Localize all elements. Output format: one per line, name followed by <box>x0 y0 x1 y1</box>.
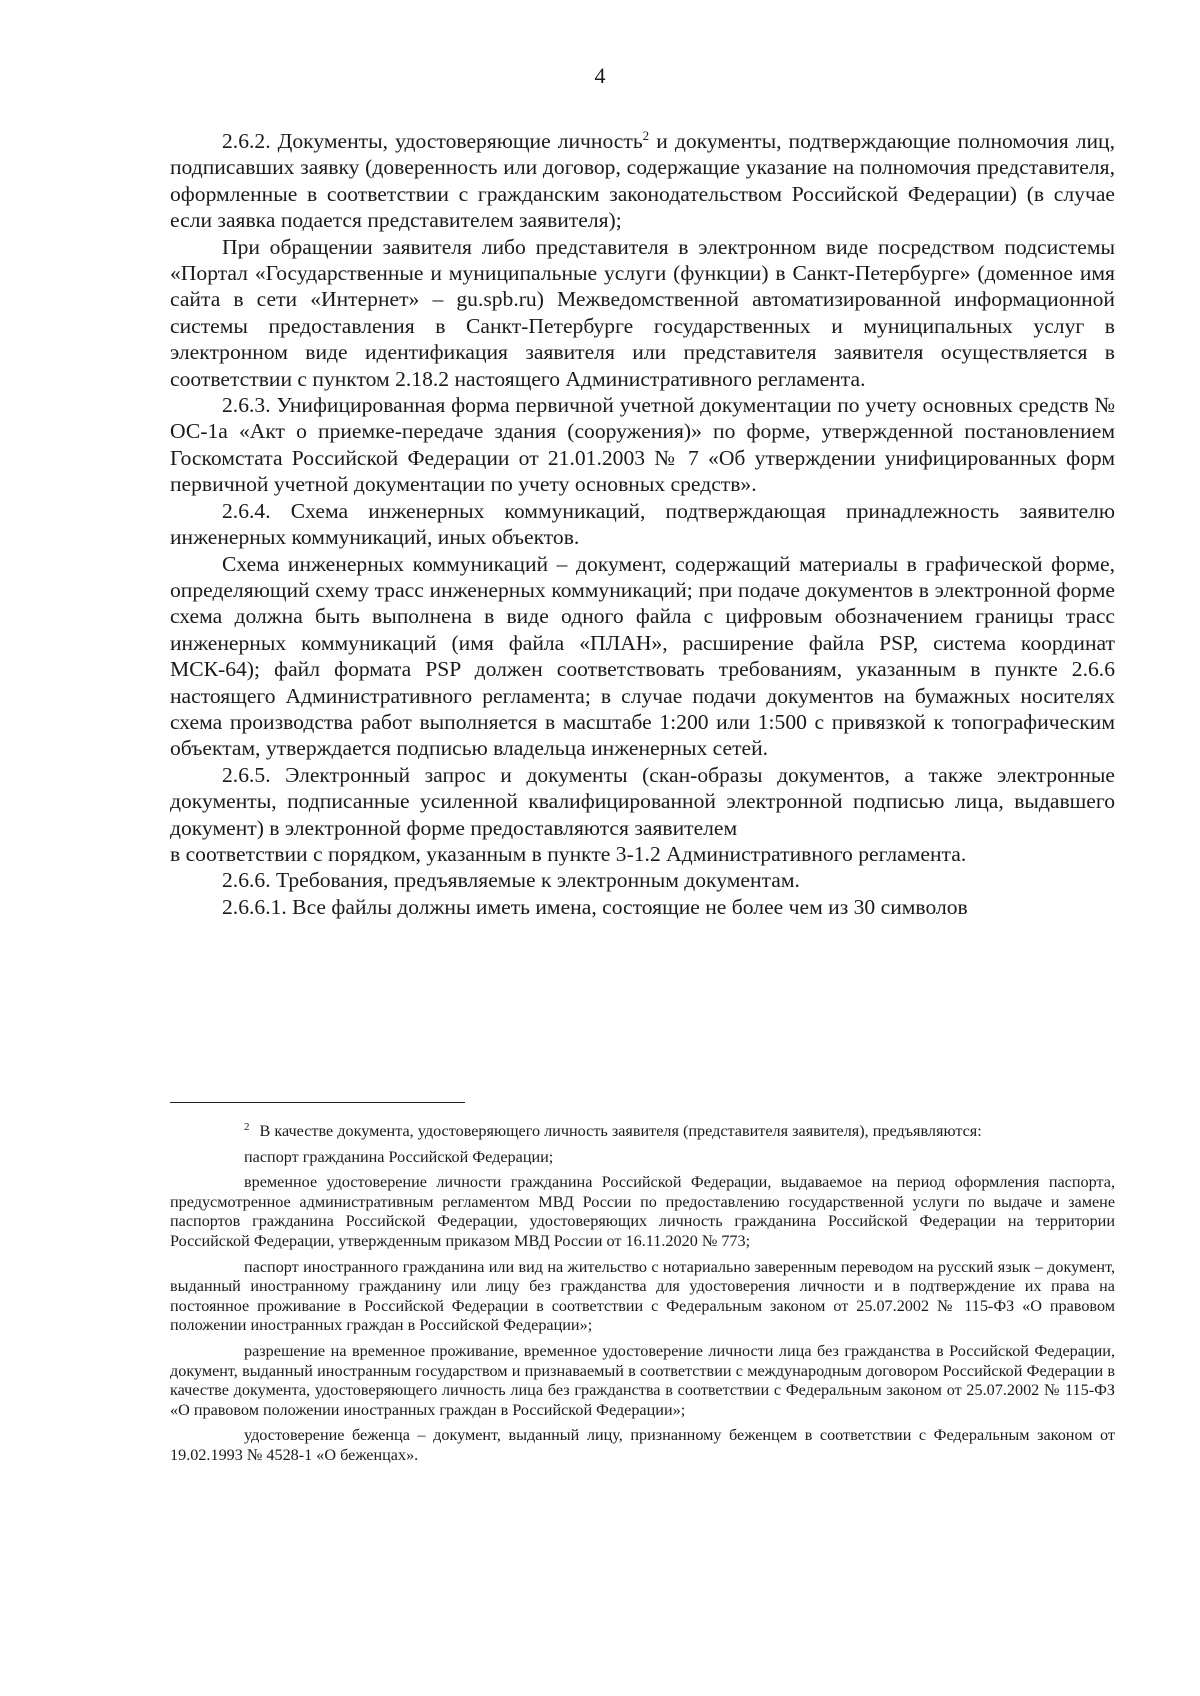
footnotes <box>170 1122 1115 1472</box>
main-text <box>170 128 1115 920</box>
footnote-item-foreign-passport: паспорт иностранного гражданина или вид на жительство с нотариально заверенным переводом на русский язык – документ, выданный иностранному гражданину или лицу без гражданства для удостоверения личности и в подтверждение их права на постоянное проживание в Российской Федерации в соответствии с Федеральным законом от 25.07.2002 № 115-ФЗ «О правовом положении иностранных граждан в Российской Федерации»; <box>170 1257 1115 1335</box>
page-number: 4 <box>594 63 606 88</box>
paragraph-2-6-5: 2.6.5. Электронный запрос и документы (скан-образы документов, а также электронные документы, подписанные усиленной квалифицированной электронной подписью лица, выдавшего документ) в электронной форме предоставляются заявителем <box>170 762 1115 840</box>
paragraph-2-6-4: 2.6.4. Схема инженерных коммуникаций, подтверждающая принадлежность заявителю инженерных коммуникаций, иных объектов. <box>170 498 1115 550</box>
footnote-item-residence-permit: разрешение на временное проживание, временное удостоверение личности лица без гражданства в Российской Федерации, документ, выданный иностранным государством и признаваемый в соответствии с международным договором Российской Федерации в качестве документа, удостоверяющего личность лица без гражданства в соответствии с Федеральным законом от 25.07.2002 № 115-ФЗ «О правовом положении иностранных граждан в Российской Федерации»; <box>170 1341 1115 1419</box>
footnote-item-temporary-id: временное удостоверение личности гражданина Российской Федерации, выдаваемое на период оформления паспорта, предусмотренное административным регламентом МВД России по предоставлению государственной услуги по выдаче и замене паспортов гражданина Российской Федерации, удостоверяющих личность гражданина Российской Федерации на территории Российской Федерации, утвержденным приказом МВД России от 16.11.2020 № 773; <box>170 1173 1115 1250</box>
footnote-reference: 2 <box>642 127 650 143</box>
footnote-item-refugee-certificate: удостоверение беженца – документ, выданный лицу, признанному беженцем в соответствии с Федеральным законом от 19.02.1993 № 4528-1 «О беженцах». <box>170 1426 1115 1464</box>
paragraph-electronic-identification: При обращении заявителя либо представителя в электронном виде посредством подсистемы «Портал «Государственные и муниципальные услуги (функции) в Санкт-Петербурге» (доменное имя сайта в сети «Интернет» – gu.spb.ru) Межведомственной автоматизированной информационной системы предоставления в Санкт-Петербурге государственных и муниципальных услуг в электронном виде идентификация заявителя или представителя заявителя осуществляется в соответствии с пунктом 2.18.2 настоящего Административного регламента. <box>170 234 1115 391</box>
paragraph-text: и документы, подтверждающие полномочия лиц, подписавших заявку (доверенность или договор, содержащие указание на полномочия представителя, оформленные в соответствии с гражданским законодательством Российской Федерации) (в случае если заявка подается представителем заявителя); <box>170 129 1115 233</box>
footnote-separator <box>170 1102 465 1103</box>
paragraph-2-6-3: 2.6.3. Унифицированная форма первичной учетной документации по учету основных средств № ОС-1а «Акт о приемке-передаче здания (сооружения)» по форме, утвержденной постановлением Госкомстата Российской Федерации от 21.01.2003 № 7 «Об утверждении унифицированных форм первичной учетной документации по учету основных средств». <box>170 393 1115 497</box>
footnote-2 <box>170 1122 1115 1142</box>
paragraph-text: 2.6.2. Документы, удостоверяющие личность <box>222 129 643 153</box>
paragraph-2-6-6: 2.6.6. Требования, предъявляемые к электронным документам. <box>222 868 800 893</box>
paragraph-2-6-6-1: 2.6.6.1. Все файлы должны иметь имена, состоящие не более чем из 30 символов <box>222 894 968 919</box>
paragraph-2-6-2 <box>170 128 1115 234</box>
footnote-text: В качестве документа, удостоверяющего личность заявителя (представителя заявителя), предъявляются: <box>259 1122 982 1140</box>
footnote-mark: 2 <box>244 1120 250 1133</box>
paragraph-engineering-scheme: Схема инженерных коммуникаций – документ, содержащий материалы в графической форме, определяющий схему трасс инженерных коммуникаций; при подаче документов в электронной форме схема должна быть выполнена в виде одного файла с цифровым обозначением границы трасс инженерных коммуникаций (имя файла «ПЛАН», расширение файла PSP, система координат МСК-64); файл формата PSP должен соответствовать требованиям, указанным в пункте 2.6.6 настоящего Административного регламента; в случае подачи документов на бумажных носителях схема производства работ выполняется в масштабе 1:200 или 1:500 с привязкой к топографическим объектам, утверждается подписью владельца инженерных сетей. <box>170 551 1115 761</box>
footnote-item-passport: паспорт гражданина Российской Федерации; <box>244 1147 554 1166</box>
paragraph-2-6-5-continued: в соответствии с порядком, указанным в пункте 3-1.2 Административного регламента. <box>170 841 967 866</box>
